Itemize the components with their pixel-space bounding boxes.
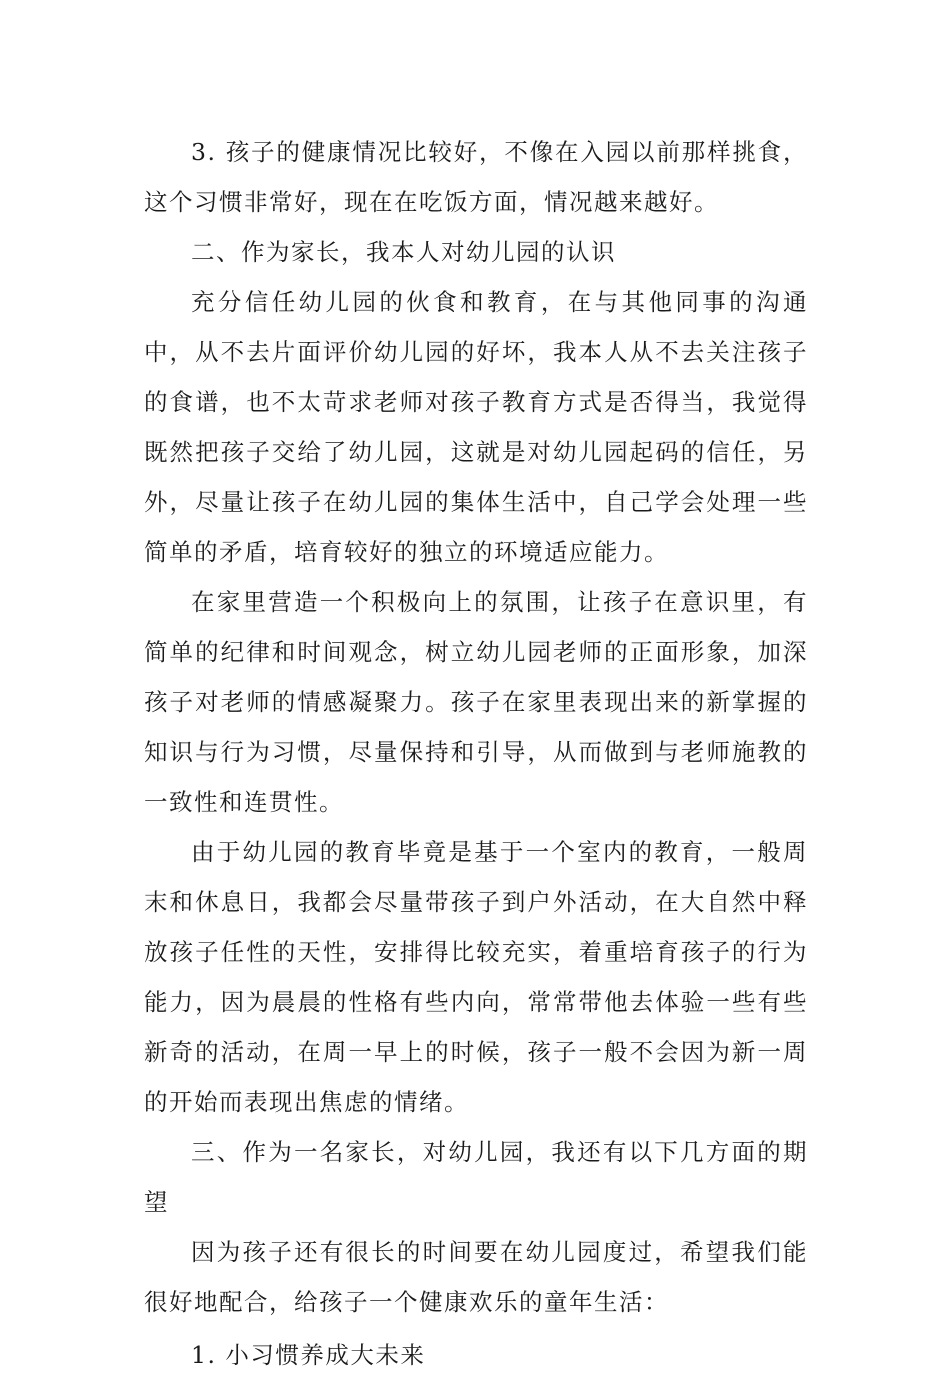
heading-section-two: 二、作为家长，我本人对幼儿园的认识 <box>191 238 616 266</box>
paragraph-expectations: 因为孩子还有很长的时间要在幼儿园度过，希望我们能很好地配合，给孩子一个健康欢乐的童年生活： <box>144 1238 808 1316</box>
paragraph-health-status: 3. 孩子的健康情况比较好，不像在入园以前那样挑食，这个习惯非常好，现在在吃饭方面，情况越来越好。 <box>144 138 808 216</box>
list-item-habits: 1. 小习惯养成大未来 <box>191 1341 426 1369</box>
document-body <box>144 127 808 1380</box>
paragraph-trust-kindergarten: 充分信任幼儿园的伙食和教育，在与其他同事的沟通中，从不去片面评价幼儿园的好坏，我本人从不去关注孩子的食谱，也不太苛求老师对孩子教育方式是否得当，我觉得既然把孩子交给了幼儿园，这就是对幼儿园起码的信任，另外，尽量让孩子在幼儿园的集体生活中，自己学会处理一些简单的矛盾，培育较好的独立的环境适应能力。 <box>144 288 808 566</box>
paragraph-outdoor-activities: 由于幼儿园的教育毕竟是基于一个室内的教育，一般周末和休息日，我都会尽量带孩子到户外活动，在大自然中释放孩子任性的天性，安排得比较充实，着重培育孩子的行为能力，因为晨晨的性格有些内向，常常带他去体验一些有些新奇的活动，在周一早上的时候，孩子一般不会因为新一周的开始而表现出焦虑的情绪。 <box>144 838 808 1116</box>
heading-section-three: 三、作为一名家长，对幼儿园，我还有以下几方面的期望 <box>144 1138 808 1216</box>
paragraph-home-atmosphere: 在家里营造一个积极向上的氛围，让孩子在意识里，有简单的纪律和时间观念，树立幼儿园老师的正面形象，加深孩子对老师的情感凝聚力。孩子在家里表现出来的新掌握的知识与行为习惯，尽量保持和引导，从而做到与老师施教的一致性和连贯性。 <box>144 588 808 816</box>
